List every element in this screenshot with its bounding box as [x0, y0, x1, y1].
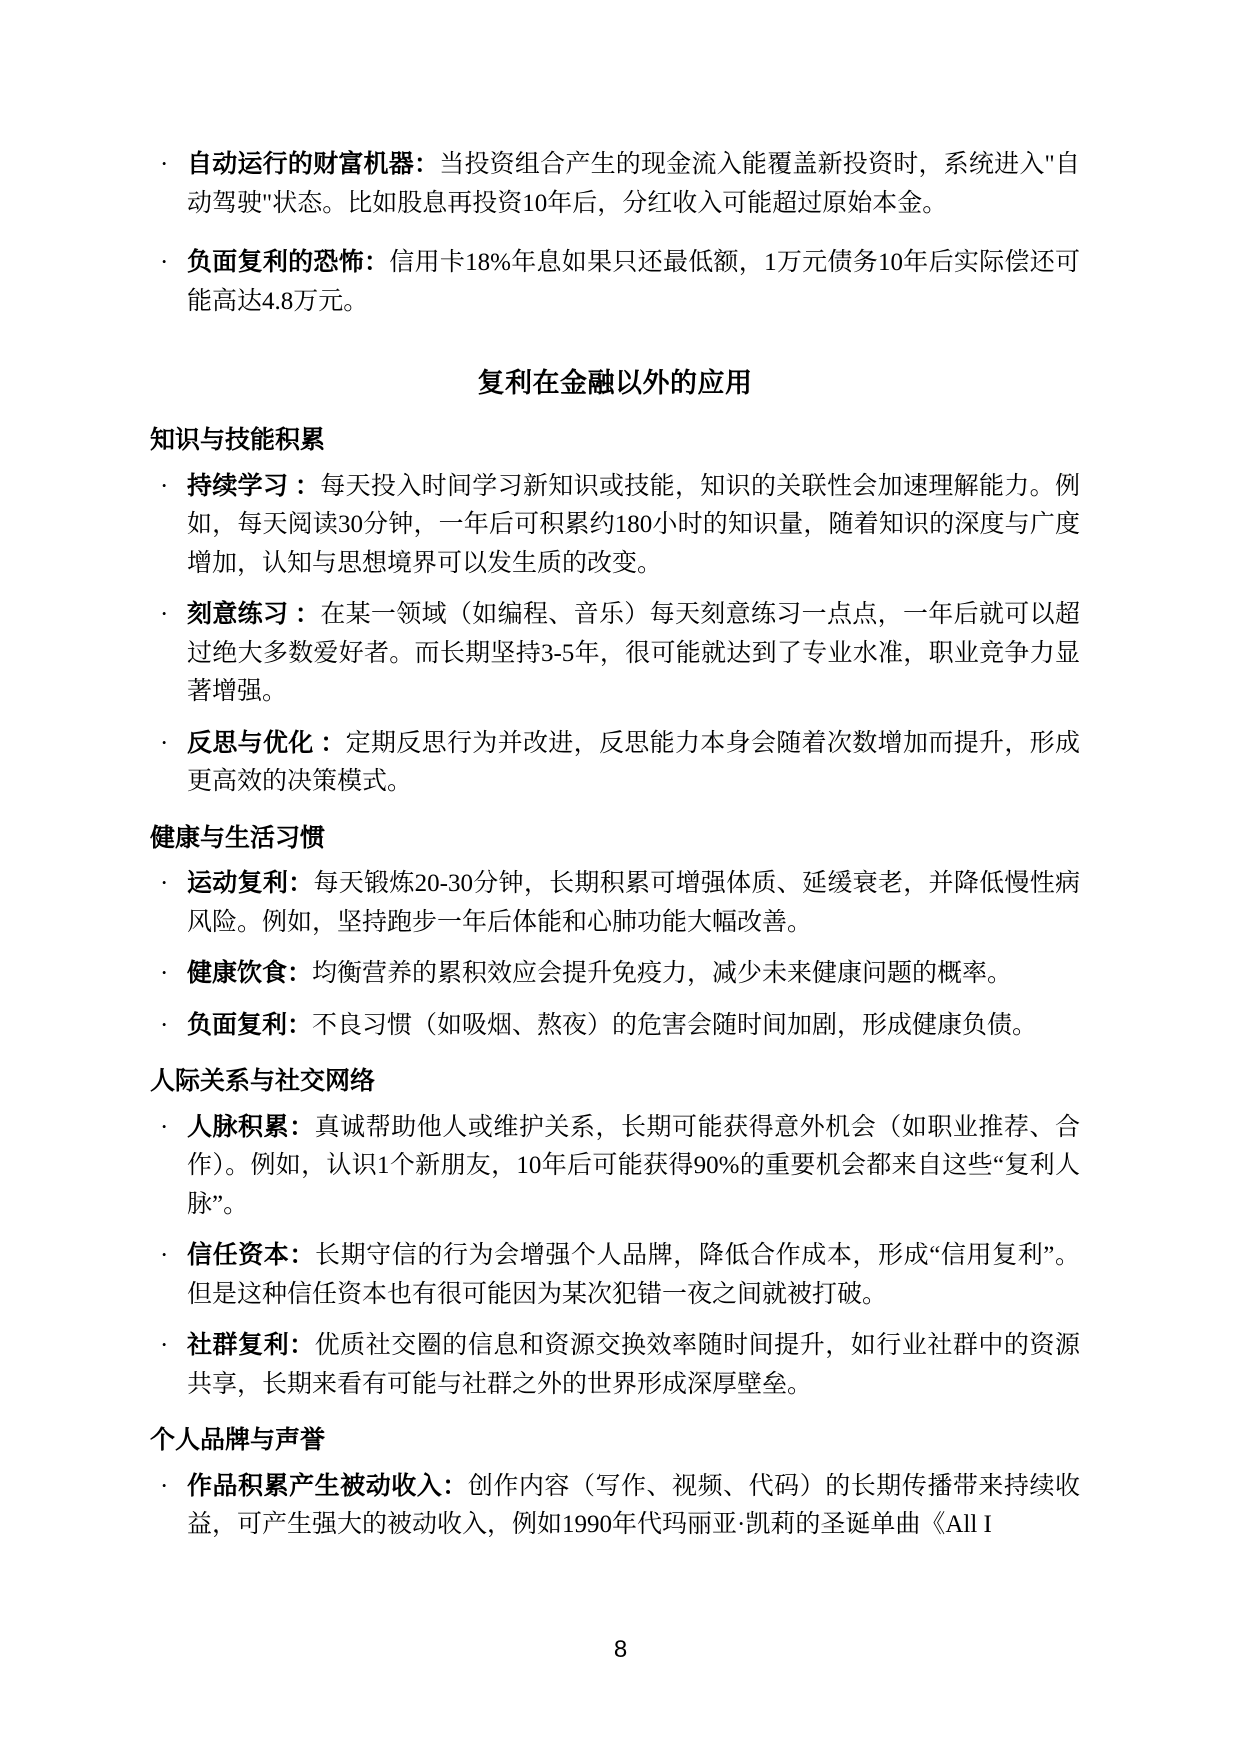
list-item	[150, 1327, 1080, 1404]
bullet-text: 在某一领域（如编程、音乐）每天刻意练习一点点，一年后就可以超过绝大多数爱好者。而长期坚持3-5年，很可能就达到了专业水准，职业竞争力显著增强。	[187, 601, 1080, 705]
document-section	[150, 422, 1080, 802]
bullet-text: 当投资组合产生的现金流入能覆盖新投资时，系统进入"自动驾驶"状态。比如股息再投资10年后，分红收入可能超过原始本金。	[187, 151, 1080, 217]
section-heading: 个人品牌与声誉	[150, 1427, 326, 1454]
bullet-text: 定期反思行为并改进，反思能力本身会随着次数增加而提升，形成更高效的决策模式。	[187, 729, 1080, 795]
bullet-list	[150, 1468, 1080, 1545]
bullet-text: 每天锻炼20-30分钟，长期积累可增强体质、延缓衰老，并降低慢性病风险。例如，坚持跑步一年后体能和心肺功能大幅改善。	[187, 870, 1080, 936]
bullet-lead: 信任资本：	[187, 1242, 315, 1269]
bullet-text: 真诚帮助他人或维护关系，长期可能获得意外机会（如职业推荐、合作）。例如，认识1个新朋友，10年后可能获得90%的重要机会都来自这些“复利人脉”。	[187, 1113, 1080, 1218]
list-item	[150, 955, 1080, 994]
bullet-lead: 社群复利：	[187, 1332, 315, 1359]
bullet-marker: ·	[160, 1332, 169, 1359]
bullet-marker: ·	[160, 1011, 169, 1039]
intro-bullet-list	[150, 146, 1080, 321]
bullet-text: 创作内容（写作、视频、代码）的长期传播带来持续收益，可产生强大的被动收入，例如1990年代玛丽亚·凯莉的圣诞单曲《All I	[187, 1472, 1080, 1538]
bullet-lead: 自动运行的财富机器：	[187, 151, 440, 178]
bullet-list	[150, 1109, 1080, 1405]
bullet-marker: ·	[160, 601, 169, 628]
list-item	[150, 1109, 1080, 1225]
section-heading: 人际关系与社交网络	[150, 1068, 376, 1095]
bullet-lead: 持续学习 ：	[187, 472, 321, 500]
list-item	[150, 468, 1080, 584]
bullet-marker: ·	[160, 960, 169, 987]
document-title: 复利在金融以外的应用	[477, 368, 753, 398]
bullet-list	[150, 865, 1080, 1045]
bullet-text: 优质社交圈的信息和资源交换效率随时间提升，如行业社群中的资源共享，长期来看有可能与社群之外的世界形成深厚壁垒。	[187, 1332, 1080, 1398]
bullet-text: 每天投入时间学习新知识或技能，知识的关联性会加速理解能力。例如，每天阅读30分钟，一年后可积累约180小时的知识量，随着知识的深度与广度增加，认知与思想境界可以发生质的改变。	[187, 472, 1080, 577]
bullet-marker: ·	[160, 151, 169, 178]
page-content	[150, 146, 1080, 1545]
document-section	[150, 1422, 1080, 1545]
bullet-marker: ·	[160, 1113, 169, 1141]
list-item	[150, 146, 1080, 223]
document-section	[150, 820, 1080, 1046]
bullet-marker: ·	[160, 729, 169, 757]
list-item	[150, 1468, 1080, 1545]
bullet-lead: 负面复利：	[187, 1011, 313, 1039]
bullet-marker: ·	[160, 472, 169, 500]
list-item	[150, 1237, 1080, 1314]
bullet-marker: ·	[160, 1472, 169, 1500]
bullet-text: 均衡营养的累积效应会提升免疫力，减少未来健康问题的概率。	[312, 960, 1013, 987]
bullet-lead: 人脉积累：	[187, 1113, 315, 1141]
bullet-text: 长期守信的行为会增强个人品牌，降低合作成本，形成“信用复利”。但是这种信任资本也有很可能因为某次犯错一夜之间就被打破。	[187, 1242, 1080, 1308]
sections-container	[150, 422, 1080, 1545]
list-item	[150, 725, 1080, 802]
bullet-marker: ·	[160, 249, 169, 276]
bullet-marker: ·	[160, 870, 169, 897]
list-item	[150, 865, 1080, 942]
bullet-lead: 作品积累产生被动收入：	[187, 1472, 468, 1500]
list-item	[150, 596, 1080, 712]
document-section	[150, 1063, 1080, 1404]
bullet-lead: 反思与优化 ：	[187, 729, 346, 757]
bullet-lead: 刻意练习 ：	[187, 601, 321, 628]
section-heading: 知识与技能积累	[150, 427, 326, 454]
bullet-text: 信用卡18%年息如果只还最低额，1万元债务10年后实际偿还可能高达4.8万元。	[187, 249, 1080, 315]
list-item	[150, 244, 1080, 321]
bullet-lead: 健康饮食：	[187, 960, 313, 987]
section-heading: 健康与生活习惯	[150, 824, 326, 852]
list-item	[150, 1007, 1080, 1046]
page-number: 8	[613, 1636, 628, 1663]
bullet-lead: 运动复利：	[187, 870, 314, 897]
bullet-lead: 负面复利的恐怖：	[187, 249, 390, 276]
bullet-marker: ·	[160, 1242, 169, 1269]
bullet-list	[150, 468, 1080, 802]
bullet-text: 不良习惯（如吸烟、熬夜）的危害会随时间加剧，形成健康负债。	[312, 1011, 1038, 1039]
